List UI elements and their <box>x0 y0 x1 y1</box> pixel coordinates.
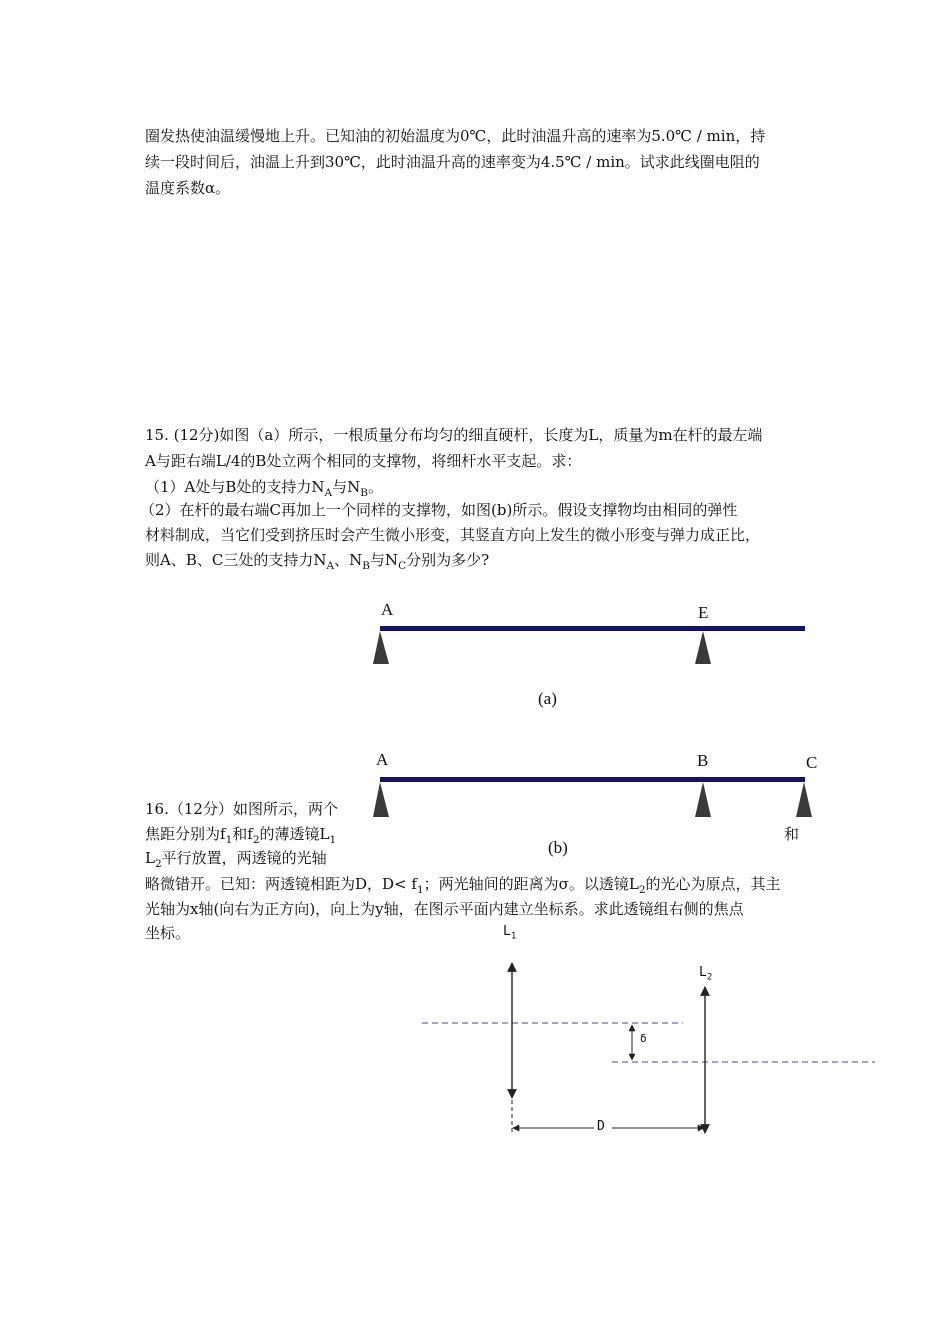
fig-a-caption: (a) <box>538 689 557 708</box>
delta-label: δ <box>640 1032 647 1045</box>
fig-a-label-a: A <box>381 600 394 619</box>
p16-line-1: 16.（12分）如图所示，两个 <box>145 800 338 818</box>
p16-line-5: 光轴为x轴(向右为正方向)，向上为y轴，在图示平面内建立坐标系。求此透镜组右侧的焦点 <box>145 900 744 918</box>
p15-line-5: 材料制成，当它们受到挤压时会产生微小形变，其竖直方向上发生的微小形变与弹力成正比， <box>145 526 761 544</box>
p14-line-1: 圈发热使油温缓慢地上升。已知油的初始温度为0℃，此时油温升高的速率为5.0℃ / min，持 <box>145 127 766 145</box>
p15-question-2: 则A、B、C三处的支持力$N_A$、$N_B$与$N_C$分别为多少? <box>145 551 490 572</box>
p15-line-1: 15. (12分)如图（a）所示，一根质量分布均匀的细直硬杆，长度为L，质量为m在杆的最左端 <box>145 426 763 444</box>
p16-line-4: 略微错开。已知：两透镜相距为D，$D< f_1$；两光轴间的距离为σ。以透镜$L_2$的光心为原点，其主 <box>145 875 781 896</box>
p15-line-2: A与距右端L/4的B处立两个相同的支撑物，将细杆水平支起。求： <box>145 452 582 470</box>
p16-line-2: 焦距分别为$f_1$和$f_2$的薄透镜$L_1$ <box>145 825 337 846</box>
p14-line-2: 续一段时间后，油温上升到30℃，此时油温升高的速率变为4.5℃ / min。试求此线圈电阻的 <box>145 153 760 171</box>
p16-line-3: $L_2$平行放置，两透镜的光轴 <box>145 849 327 870</box>
lens-l2-label: $L_2$ <box>699 965 713 983</box>
p14-line-3: 温度系数α。 <box>145 179 231 197</box>
lens-l1-label: $L_1$ <box>503 924 517 942</box>
p15-line-4: （2）在杆的最右端C再加上一个同样的支撑物，如图(b)所示。假设支撑物均由相同的弹性 <box>140 501 738 519</box>
p15-question-1: （1）A处与B处的支持力$N_A$与$N_B$。 <box>145 478 383 499</box>
fig-b-label-b: B <box>697 751 709 770</box>
distance-d-label: D <box>597 1119 605 1134</box>
fig-b-caption: (b) <box>548 838 568 857</box>
fig-a-label-b: E <box>698 603 709 622</box>
p16-word-he: 和 <box>784 825 800 843</box>
fig-b-label-c: C <box>806 753 818 772</box>
p16-line-6: 坐标。 <box>145 924 191 942</box>
fig-b-label-a: A <box>376 750 389 769</box>
